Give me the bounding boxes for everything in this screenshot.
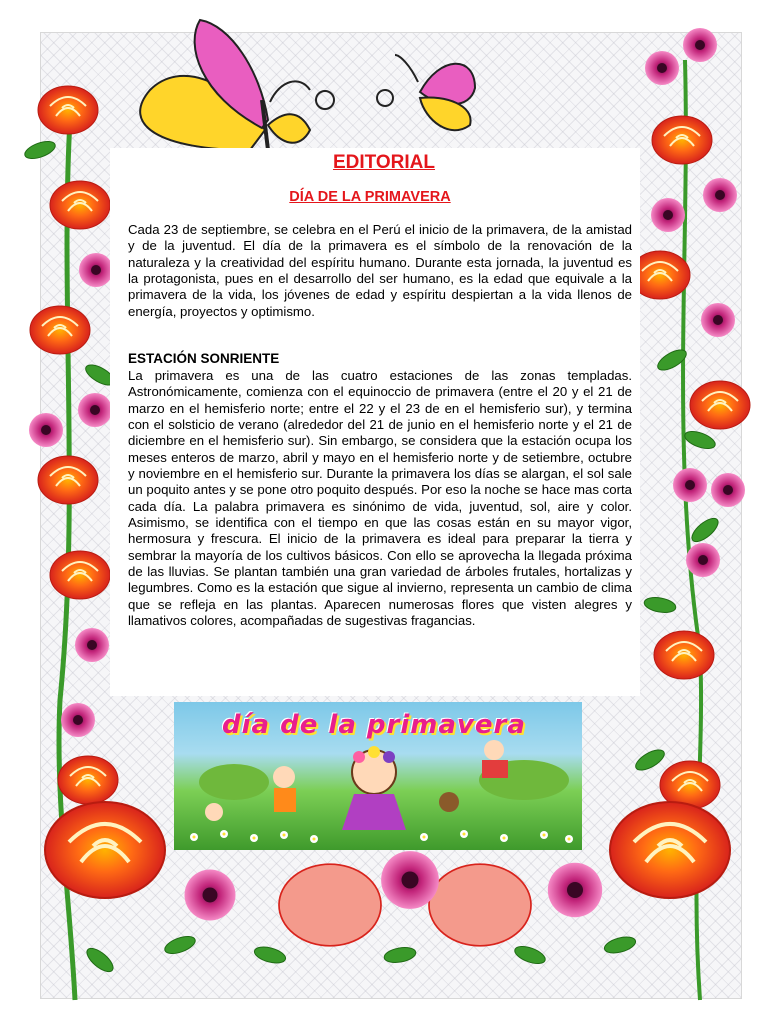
butterfly-small-icon [377,55,475,130]
banner-illustration [174,702,582,850]
section-heading: ESTACIÓN SONRIENTE [128,351,280,366]
section-body: La primavera es una de las cuatro estaciones de las zonas templadas. Astronómicamente, comienza con el equinoccio de primavera (entre el 20 y el 21 de marzo en el hemisferio norte; entre el 22 y el 23 de en el hemisferio sur), y termina con el solsticio de verano (alrededor del 21 de junio en el hemisferio norte y el 21 de diciembre en el hemisferio sur). Sin embargo, se considera que la estación ocupa los meses enteros de marzo, abril y mayo en el hemisferio norte y de setiembre, octubre y noviembre en el hemisferio sur. Durante la primavera los días se alargan, el sol sale un poquito antes y se pone otro poquito después. Por eso la noche se hace mas corta cada día. La palabra primavera es sinónimo de vida, juventud, sol, aire y color. Asimismo, se identifica con el tiempo en que las cosas están en su mayor vigor, hermosura y frescura. El inicio de la primavera es ideal para preparar la tierra y sembrar la mayoría de los cultivos básicos. Con ello se aprovecha la llegada próxima de las lluvias. Se plantan también una gran variedad de árboles frutales, hortalizas y legumbres. Como es la estación que sigue al invierno, representa un cambio de clima que se refleja en las plantas. Aparecen numerosas flores que visten alegres y llamativos colores, acompañadas de sugestivas fragancias. [128,368,632,629]
editorial-subtitle: DÍA DE LA PRIMAVERA [289,189,451,205]
editorial-title: EDITORIAL [332,152,436,173]
intro-paragraph: Cada 23 de septiembre, se celebra en el Perú el inicio de la primavera, de la amistad y de la juventud. El día de la primavera es el símbolo de la renovación de la naturaleza y la creatividad del espíritu humano. Durante esta jornada, la juventud es la protagonista, pues en el desarrollo del ser humano, es la edad que equivale a la primavera de la vida, los jóvenes de edad y espíritu despiertan a la vida llenos de energía, proyectos y optimismo. [128,222,632,319]
banner-title: día de la primavera [222,710,526,740]
spring-banner-image [174,702,582,850]
